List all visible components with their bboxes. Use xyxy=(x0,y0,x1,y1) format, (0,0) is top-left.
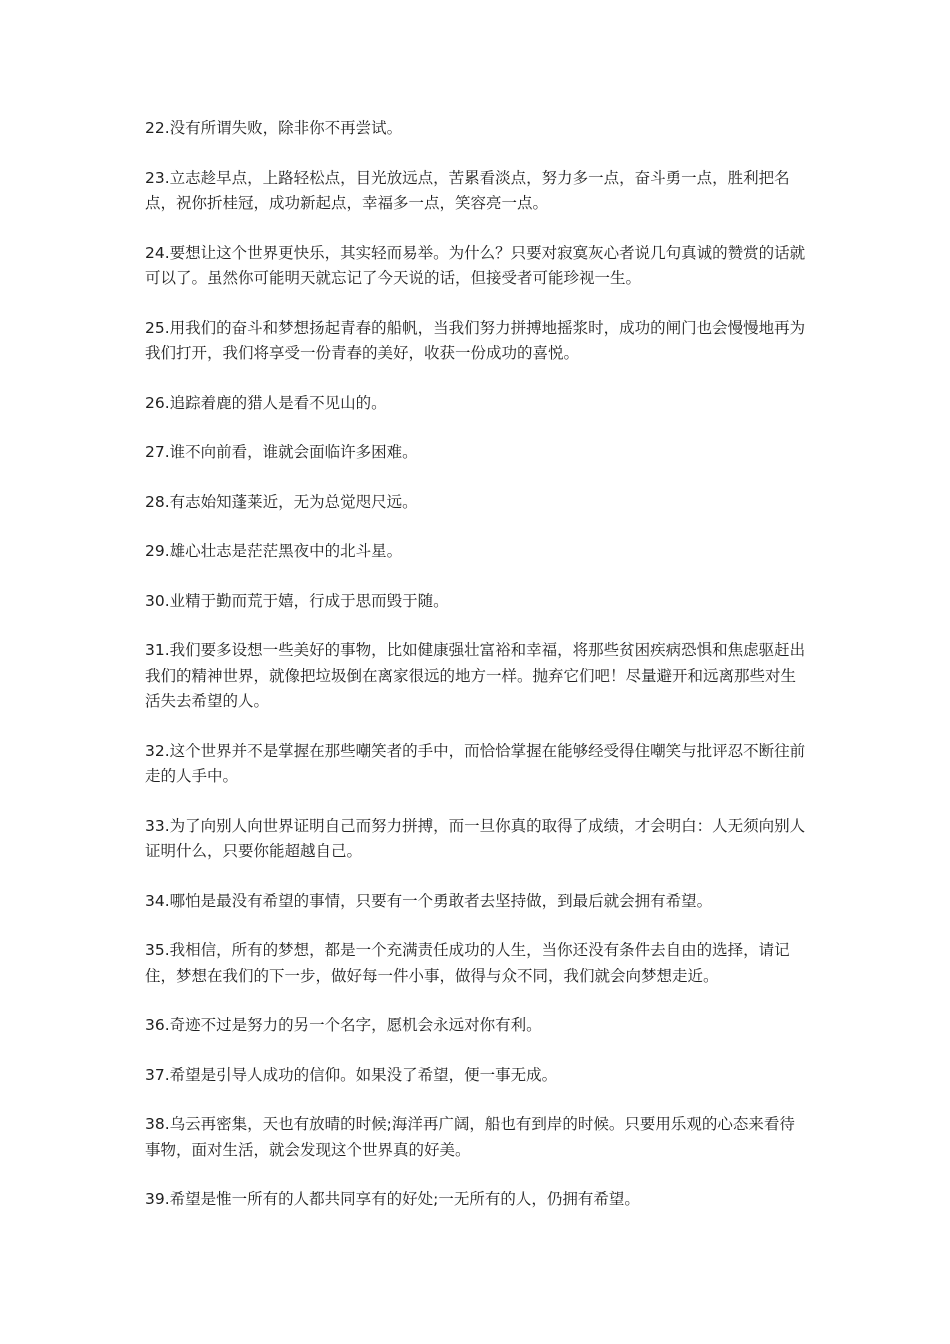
paragraph-39: 39.希望是惟一所有的人都共同享有的好处;一无所有的人，仍拥有希望。 xyxy=(145,1190,640,1208)
paragraph-32: 32.这个世界并不是掌握在那些嘲笑者的手中，而恰恰掌握在能够经受得住嘲笑与批评忍不断往前走的人手中。 xyxy=(145,741,806,785)
paragraph-29: 29.雄心壮志是茫茫黑夜中的北斗星。 xyxy=(145,542,403,560)
paragraph-24: 24.要想让这个世界更快乐，其实轻而易举。为什么？只要对寂寞灰心者说几句真诚的赞赏的话就可以了。虽然你可能明天就忘记了今天说的话，但接受者可能珍视一生。 xyxy=(145,243,806,287)
paragraph-30: 30.业精于勤而荒于嬉，行成于思而毁于随。 xyxy=(145,591,449,610)
paragraph-33: 33.为了向别人向世界证明自己而努力拼搏，而一旦你真的取得了成绩，才会明白：人无须向别人证明什么，只要你能超越自己。 xyxy=(145,816,806,860)
paragraph-36: 36.奇迹不过是努力的另一个名字，愿机会永远对你有利。 xyxy=(145,1016,542,1034)
paragraph-25: 25.用我们的奋斗和梦想扬起青春的船帆，当我们努力拼搏地摇浆时，成功的闸门也会慢慢地再为我们打开，我们将享受一份青春的美好，收获一份成功的喜悦。 xyxy=(145,318,806,362)
paragraph-38: 38.乌云再密集，天也有放晴的时候;海洋再广阔，船也有到岸的时候。只要用乐观的心态来看待事物，面对生活，就会发现这个世界真的好美。 xyxy=(145,1115,795,1159)
paragraph-31: 31.我们要多设想一些美好的事物，比如健康强壮富裕和幸福，将那些贫困疾病恐惧和焦虑驱赶出我们的精神世界，就像把垃圾倒在离家很远的地方一样。抛弃它们吧！尽量避开和远离那些对生活失去希望的人。 xyxy=(145,641,806,710)
paragraph-27: 27.谁不向前看，谁就会面临许多困难。 xyxy=(145,443,418,461)
paragraph-37: 37.希望是引导人成功的信仰。如果没了希望，便一事无成。 xyxy=(145,1065,558,1084)
paragraph-35: 35.我相信，所有的梦想，都是一个充满责任成功的人生，当你还没有条件去自由的选择，请记住，梦想在我们的下一步，做好每一件小事，做得与众不同，我们就会向梦想走近。 xyxy=(145,941,790,985)
document-page xyxy=(145,116,810,1237)
paragraph-23: 23.立志趁早点，上路轻松点，目光放远点，苦累看淡点，努力多一点，奋斗勇一点，胜利把名点，祝你折桂冠，成功新起点，幸福多一点，笑容亮一点。 xyxy=(145,168,790,212)
paragraph-34: 34.哪怕是最没有希望的事情，只要有一个勇敢者去坚持做，到最后就会拥有希望。 xyxy=(145,891,713,910)
paragraph-28: 28.有志始知蓬莱近，无为总觉咫尺远。 xyxy=(145,492,418,511)
paragraph-26: 26.追踪着鹿的猎人是看不见山的。 xyxy=(145,393,387,412)
paragraph-22: 22.没有所谓失败，除非你不再尝试。 xyxy=(145,119,403,137)
